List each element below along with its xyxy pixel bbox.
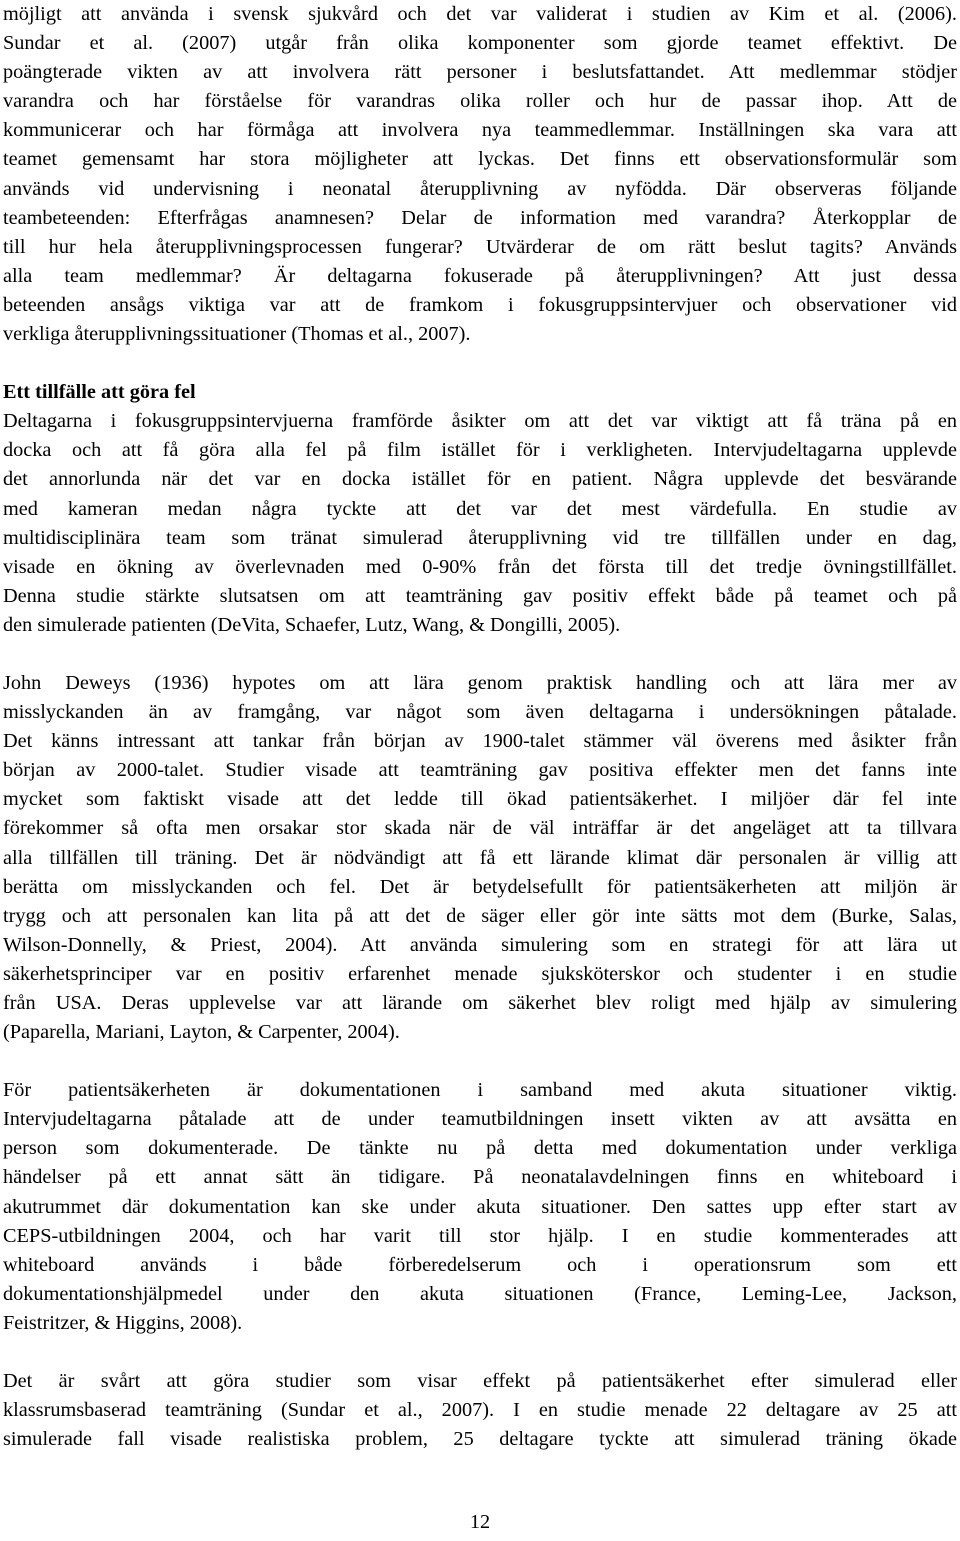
text-line: beteenden ansågs viktiga var att de framkom i fokusgruppsintervjuer och observationer vid [3,293,957,316]
text-line: det annorlunda när det var en docka istället för en patient. Några upplevde det besvärande [3,468,957,491]
text-line: Det är svårt att göra studier som visar effekt på patientsäkerhet efter simulerad eller [3,1370,957,1393]
text-line: mycket som faktiskt visade att det ledde till ökad patientsäkerhet. I miljöer där fel inte [3,788,957,811]
text-line: alla tillfällen till träning. Det är nödvändigt att få ett lärande klimat där personalen är villig att [3,846,957,869]
text-line: Wilson-Donnelly, & Priest, 2004). Att använda simulering som en strategi för att lära ut [3,933,957,956]
text-line: (Paparella, Mariani, Layton, & Carpenter, 2004). [3,1021,400,1044]
paragraph-gap [3,640,957,669]
text-line: dokumentationshjälpmedel under den akuta situationen (France, Leming-Lee, Jackson, [3,1282,957,1305]
text-line: början av 2000-talet. Studier visade att teamträning gav positiva effekter men det fanns inte [3,759,957,782]
text-line: varandra och har förståelse för varandras olika roller och hur de passar ihop. Att de [3,90,957,113]
text-line: Deltagarna i fokusgruppsintervjuerna framförde åsikter om att det var viktigt att få träna på en [3,410,957,433]
text-line: den simulerade patienten (DeVita, Schaefer, Lutz, Wang, & Dongilli, 2005). [3,613,621,636]
text-line: till hur hela återupplivningsprocessen fungerar? Utvärderar de om rätt beslut tagits? Används [3,235,957,258]
paragraph [3,669,957,1047]
text-line: visade en ökning av överlevnaden med 0-90% från det första till det tredje övningstillfället. [3,555,957,578]
document-page [3,0,957,1454]
section-heading: Ett tillfälle att göra fel [3,381,196,404]
paragraph [3,1076,957,1338]
paragraph-gap [3,349,957,378]
document-body [3,0,957,1454]
text-line: whiteboard används i både förberedelserum och i operationsrum som ett [3,1253,957,1276]
text-line: används vid undervisning i neonatal återupplivning av nyfödda. Där observeras följande [3,177,957,200]
text-line: händelser på ett annat sätt än tidigare. På neonatalavdelningen finns en whiteboard i [3,1166,957,1189]
text-line: Intervjudeltagarna påtalade att de under teamutbildningen insett vikten av att avsätta en [3,1108,957,1131]
text-line: från USA. Deras upplevelse var att lärande om säkerhet blev roligt med hjälp av simulering [3,992,957,1014]
text-line: För patientsäkerheten är dokumentationen i samband med akuta situationer viktig. [3,1079,957,1102]
text-line: multidisciplinära team som tränat simulerad återupplivning vid tre tillfällen under en dag, [3,526,957,549]
page-number: 12 [469,1511,491,1533]
text-line: möjligt att använda i svensk sjukvård och det var validerat i studien av Kim et al. (2006). [3,3,957,25]
text-line: CEPS-utbildningen 2004, och har varit till stor hjälp. I en studie kommenterades att [3,1224,957,1247]
text-line: säkerhetsprinciper var en positiv erfarenhet menade sjuksköterskor och studenter i en studie [3,962,957,985]
text-line: alla team medlemmar? Är deltagarna fokuserade på återupplivningen? Att just dessa [3,264,957,287]
text-line: verkliga återupplivningssituationer (Thomas et al., 2007). [3,323,471,346]
text-line: berätta om misslyckanden och fel. Det är betydelsefullt för patientsäkerheten att miljön är [3,875,957,898]
text-line: John Deweys (1936) hypotes om att lära genom praktisk handling och att lära mer av [3,671,957,694]
paragraph [3,407,957,640]
paragraph [3,1367,957,1454]
text-line: misslyckanden än av framgång, var något som även deltagarna i undersökningen påtalade. [3,701,957,724]
paragraph-gap [3,1047,957,1076]
paragraph [3,0,957,349]
text-line: Denna studie stärkte slutsatsen om att teamträning gav positiv effekt både på teamet och på [3,584,957,607]
text-line: Feistritzer, & Higgins, 2008). [3,1311,243,1334]
text-line: akutrummet där dokumentation kan ske under akuta situationer. Den sattes upp efter start av [3,1195,957,1218]
text-line: Det känns intressant att tankar från början av 1900-talet stämmer väl överens med åsikter från [3,730,957,753]
text-line: klassrumsbaserad teamträning (Sundar et al., 2007). I en studie menade 22 deltagare av 25 att [3,1399,957,1422]
text-line: teamet gemensamt har stora möjligheter att lyckas. Det finns ett observationsformulär som [3,148,957,171]
text-line: kommunicerar och har förmåga att involvera nya teammedlemmar. Inställningen ska vara att [3,119,957,142]
text-line: trygg och att personalen kan lita på att det de säger eller gör inte sätts mot dem (Burke, Salas, [3,904,957,927]
text-line: person som dokumenterade. De tänkte nu på detta med dokumentation under verkliga [3,1137,957,1160]
text-line: docka och att få göra alla fel på film istället för i verkligheten. Intervjudeltagarna upplevde [3,439,957,462]
paragraph-gap [3,1338,957,1367]
text-line: med kameran medan några tyckte att det var det mest värdefulla. En studie av [3,497,957,520]
text-line: poängterade vikten av att involvera rätt personer i beslutsfattandet. Att medlemmar stödjer [3,61,957,84]
text-line: Sundar et al. (2007) utgår från olika komponenter som gjorde teamet effektivt. De [3,32,957,55]
text-line: förekommer så ofta men orsakar stor skada när de väl inträffar är det angeläget att ta tillvara [3,817,957,840]
text-line: teambeteenden: Efterfrågas anamnesen? Delar de information med varandra? Återkopplar de [3,206,957,229]
text-line: simulerade fall visade realistiska problem, 25 deltagare tyckte att simulerad träning ökade [3,1428,957,1451]
